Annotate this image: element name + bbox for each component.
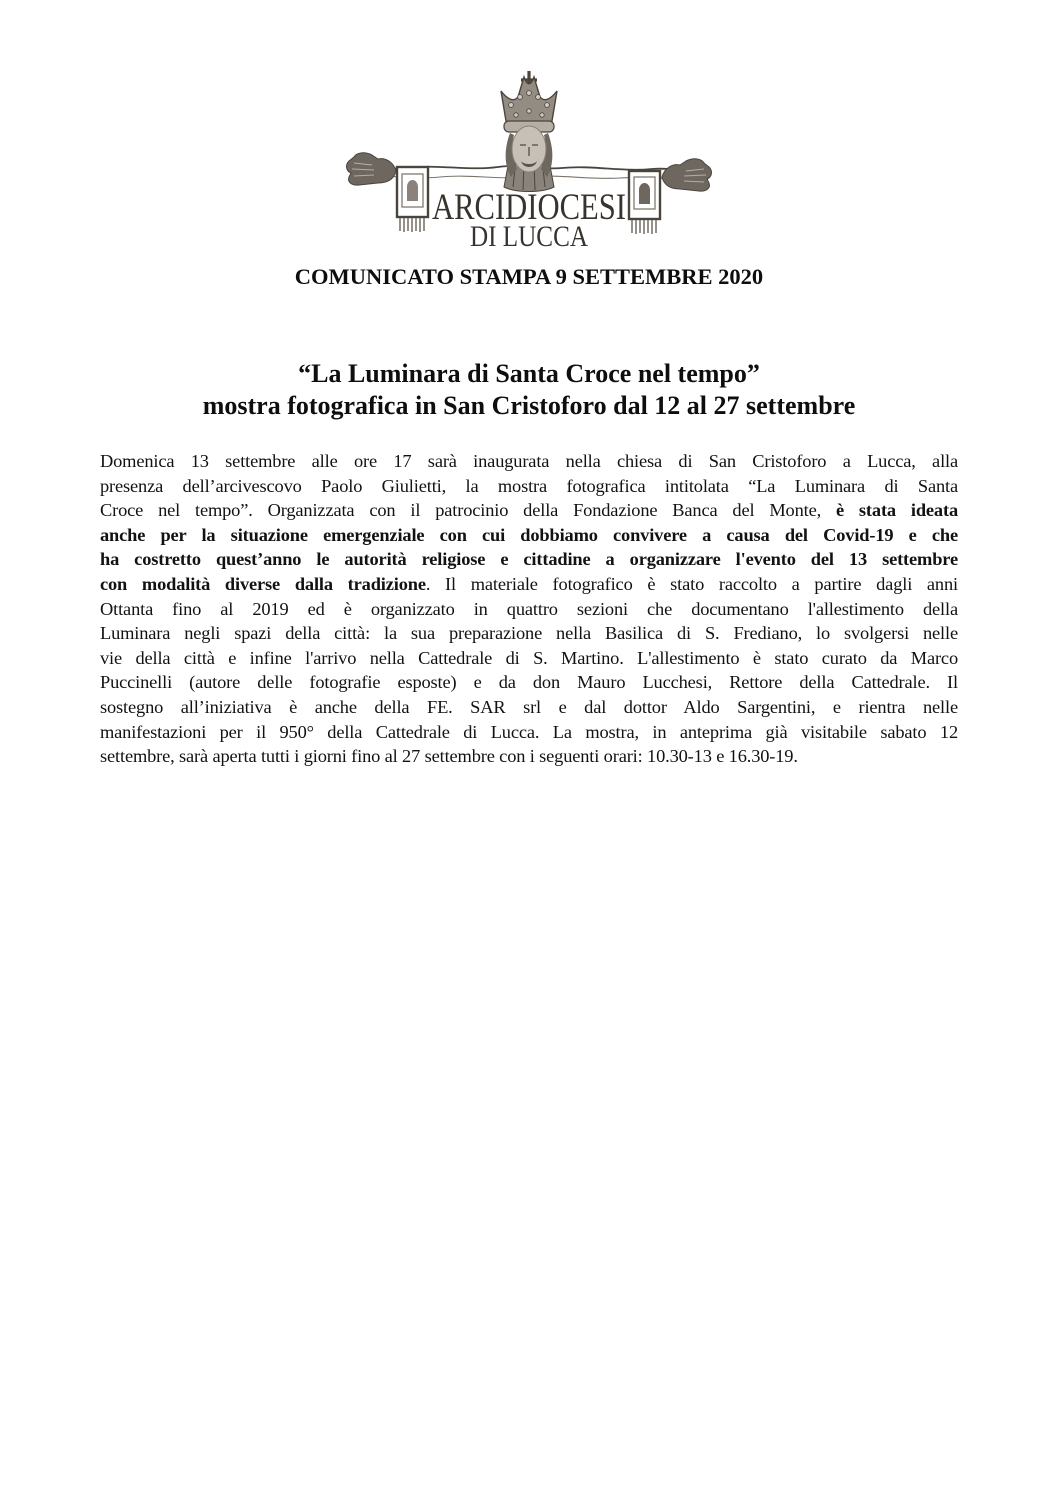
document-title-line2: mostra fotografica in San Cristoforo dal 12 al 27 settembre (202, 391, 856, 420)
body-text-bold: ha costretto quest’anno le autorità religiose e cittadine a organizzare l'evento del 13 settembre (100, 549, 958, 570)
body-line (100, 621, 958, 646)
logo-org-name: ARCIDIOCESI (432, 187, 626, 228)
body-line (100, 474, 958, 499)
logo-org-subtitle: DI LUCCA (470, 220, 589, 249)
body-line (100, 720, 958, 745)
body-text: . Il materiale fotografico è stato raccolto a partire dagli anni (425, 573, 958, 594)
body-text: settembre, sarà aperta tutti i giorni fino al 27 settembre con i seguenti orari: 10.30-13 e 16.30-19. (100, 746, 798, 767)
body-text: presenza dell’arcivescovo Paolo Giulietti, la mostra fotografica intitolata “La Luminara di Santa (100, 475, 958, 496)
left-maniple-icon (397, 167, 428, 232)
body-line (100, 695, 958, 720)
press-release-heading: COMUNICATO STAMPA 9 SETTEMBRE 2020 (294, 264, 764, 289)
body-text-bold: è stata ideata (835, 500, 958, 521)
right-hand-icon (662, 159, 711, 191)
body-line (100, 572, 958, 597)
body-text: Ottanta fino al 2019 ed è organizzato in quattro sezioni che documentano l'allestimento della (100, 598, 958, 619)
body-text: Domenica 13 settembre alle ore 17 sarà inaugurata nella chiesa di San Cristoforo a Lucca, alla (100, 451, 958, 471)
body-text: Luminara negli spazi della città: la sua preparazione nella Basilica di S. Frediano, lo svolgersi nelle (100, 623, 958, 644)
body-text: manifestazioni per il 950° della Cattedrale di Lucca. La mostra, in anteprima già visitabile sabato 12 (100, 721, 958, 742)
crown-icon (501, 71, 557, 132)
body-text: Croce nel tempo”. Organizzata con il patrocinio della Fondazione Banca del Monte, (100, 500, 836, 521)
logo (0, 57, 1058, 249)
body-text: sostegno all’iniziativa è anche della FE. SAR srl e dal dottor Aldo Sargentini, e rientra nelle (100, 696, 958, 717)
body-text-bold: con modalità diverse dalla tradizione (100, 573, 426, 594)
body-text: vie della città e infine l'arrivo nella Cattedrale di S. Martino. L'allestimento è stato curato da Marco (100, 647, 958, 668)
document-title-line1: “La Luminara di Santa Croce nel tempo” (298, 359, 760, 388)
right-maniple-icon (629, 171, 660, 234)
body-line (100, 449, 958, 474)
body-text: Puccinelli (autore delle fotografie esposte) e da don Mauro Lucchesi, Rettore della Cattedrale. Il (100, 672, 958, 693)
body-line (100, 646, 958, 671)
volto-santo-face (506, 126, 553, 177)
body-line (100, 498, 958, 523)
press-body (100, 449, 958, 769)
document-title (0, 358, 1058, 422)
body-line (100, 597, 958, 622)
body-line (100, 547, 958, 572)
body-line (100, 744, 958, 769)
body-line (100, 670, 958, 695)
body-line (100, 523, 958, 548)
body-text-bold: anche per la situazione emergenziale con cui dobbiamo convivere a causa del Covid-19 e che (100, 524, 958, 545)
arcidiocesi-logo (346, 57, 712, 249)
